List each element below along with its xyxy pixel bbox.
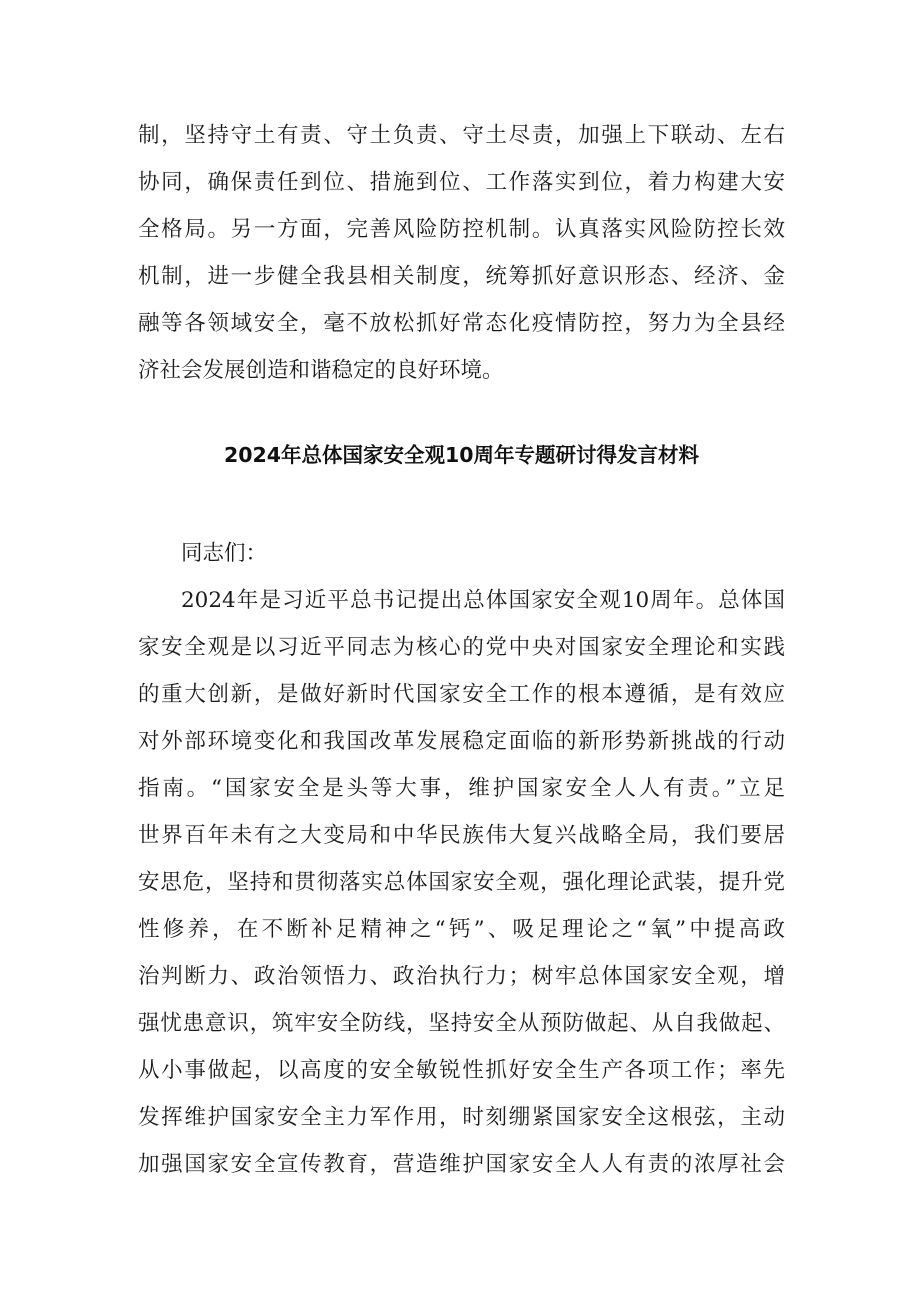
paragraph-line: 加强国家安全宣传教育，营造维护国家安全人人有责的浓厚社会 [138,1152,785,1177]
paragraph-line: 2024年是习近平总书记提出总体国家安全观10周年。总体国 [181,588,785,613]
paragraph-line: 性修养，在不断补足精神之“钙”、吸足理论之“氧”中提高政 [138,917,785,942]
paragraph-line: 融等各领域安全，毫不放松抓好常态化疫情防控，努力为全县经 [138,311,785,336]
paragraph-line: 发挥维护国家安全主力军作用，时刻绷紧国家安全这根弦，主动 [138,1105,785,1130]
paragraph-line: 从小事做起，以高度的安全敏锐性抓好安全生产各项工作；率先 [138,1058,785,1083]
paragraph-line: 协同，确保责任到位、措施到位、工作落实到位，着力构建大安 [138,170,785,195]
paragraph-line: 世界百年未有之大变局和中华民族伟大复兴战略全局，我们要居 [138,823,785,848]
paragraph-line: 安思危，坚持和贯彻落实总体国家安全观，强化理论武装，提升党 [138,870,785,895]
paragraph-line: 制，坚持守土有责、守土负责、守土尽责，加强上下联动、左右 [138,123,785,148]
paragraph-line: 治判断力、政治领悟力、政治执行力；树牢总体国家安全观，增 [138,964,785,989]
paragraph-line: 机制，进一步健全我县相关制度，统筹抓好意识形态、经济、金 [138,264,785,289]
paragraph-line: 对外部环境变化和我国改革发展稳定面临的新形势新挑战的行动 [138,729,785,754]
salutation: 同志们： [181,541,268,566]
paragraph-line: 全格局。另一方面，完善风险防控机制。认真落实风险防控长效 [138,217,785,242]
paragraph-line: 济社会发展创造和谐稳定的良好环境。 [138,358,504,383]
document-title: 2024年总体国家安全观10周年专题研讨得发言材料 [223,443,700,467]
paragraph-line: 指南。“国家安全是头等大事，维护国家安全人人有责。”立足 [138,776,785,801]
speech-body [138,530,785,1188]
paragraph-line: 家安全观是以习近平同志为核心的党中央对国家安全理论和实践 [138,635,785,660]
paragraph-line: 的重大创新，是做好新时代国家安全工作的根本遵循，是有效应 [138,682,785,707]
previous-section-paragraph [138,112,785,394]
paragraph-line: 强忧患意识，筑牢安全防线，坚持安全从预防做起、从自我做起、 [138,1011,785,1036]
